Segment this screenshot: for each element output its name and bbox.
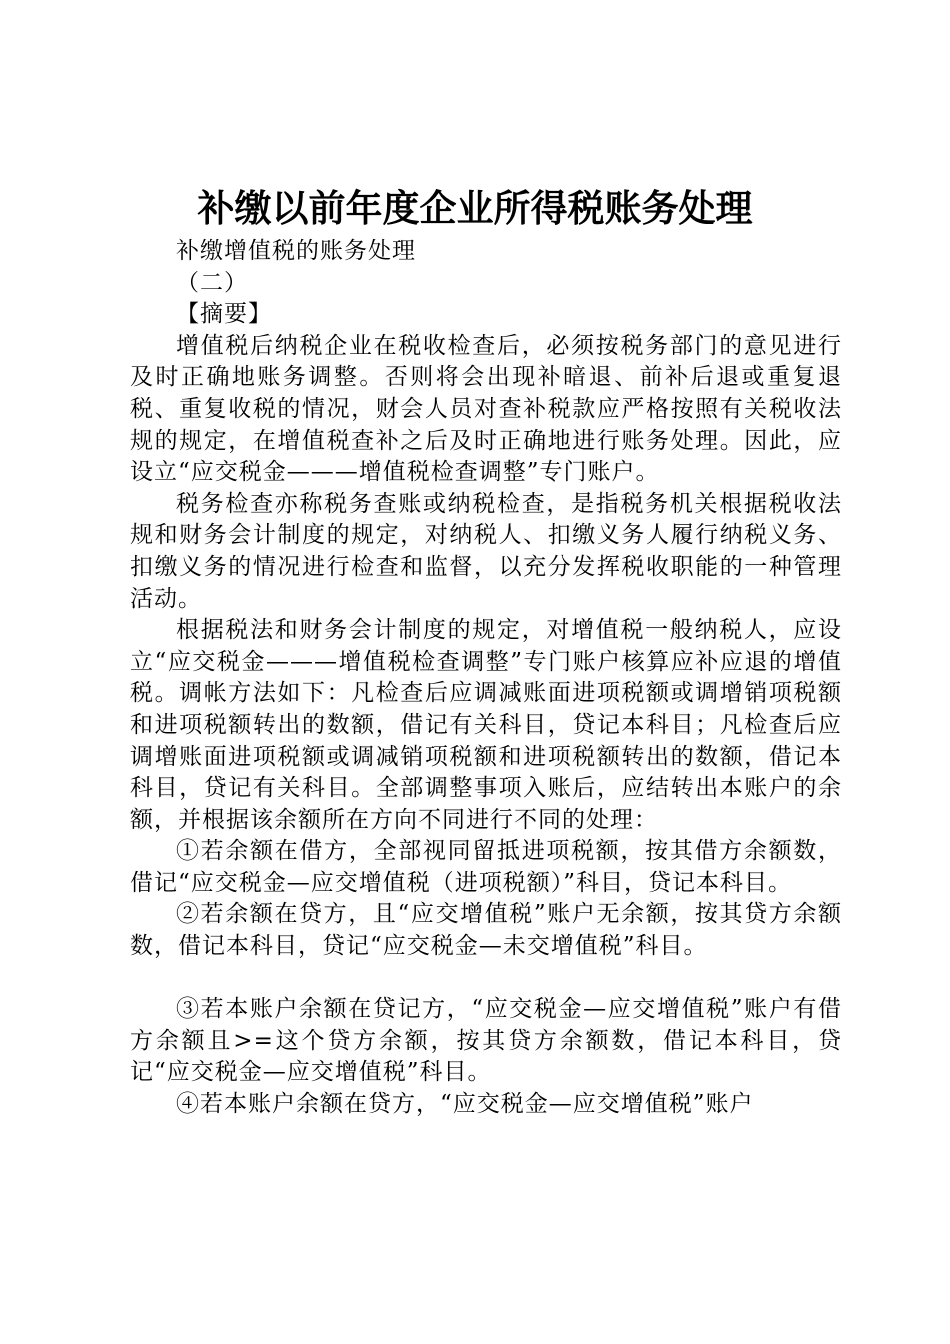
paragraph-case-4: ④若本账户余额在贷方，“应交税金—应交增值税”账户 [176, 1091, 754, 1118]
subtitle: 补缴增值税的账务处理 [176, 238, 416, 264]
abstract-label: 【摘要】 [176, 301, 272, 328]
document-body [130, 236, 842, 1121]
section-number: （二） [176, 269, 248, 296]
paragraph-case-3: ③若本账户余额在贷记方，“应交税金—应交增值税”账户有借方余额且>=这个贷方余额，按其贷方余额数，借记本科目，贷记“应交税金—应交增值税”科目。 [130, 996, 842, 1086]
paragraph-adjustment-method: 根据税法和财务会计制度的规定，对增值税一般纳税人，应设立“应交税金———增值税检查调整”专门账户核算应补应退的增值税。调帐方法如下：凡检查后应调减账面进项税额或调增销项税额和进项税额转出的数额，借记有关科目，贷记本科目；凡检查后应调增账面进项税额或调减销项税额和进项税额转出的数额，借记本科目，贷记有关科目。全部调整事项入账后，应结转出本账户的余额，并根据该余额所在方向不同进行不同的处理： [130, 617, 842, 833]
document-title: 补缴以前年度企业所得税账务处理 [197, 186, 753, 230]
paragraph-case-1: ①若余额在借方，全部视同留抵进项税额，按其借方余额数，借记“应交税金—应交增值税（进项税额）”科目，贷记本科目。 [130, 838, 842, 896]
paragraph-tax-inspection: 税务检查亦称税务查账或纳税检查，是指税务机关根据税收法规和财务会计制度的规定，对纳税人、扣缴义务人履行纳税义务、扣缴义务的情况进行检查和监督，以充分发挥税收职能的一种管理活动。 [130, 490, 842, 612]
paragraph-case-2: ②若余额在贷方，且“应交增值税”账户无余额，按其贷方余额数，借记本科目，贷记“应交税金—未交增值税”科目。 [130, 901, 842, 960]
paragraph-intro: 增值税后纳税企业在税收检查后，必须按税务部门的意见进行及时正确地账务调整。否则将会出现补暗退、前补后退或重复退税、重复收税的情况，财会人员对查补税款应严格按照有关税收法规的规定，在增值税查补之后及时正确地进行账务处理。因此，应设立“应交税金———增值税检查调整”专门账户。 [130, 332, 842, 486]
